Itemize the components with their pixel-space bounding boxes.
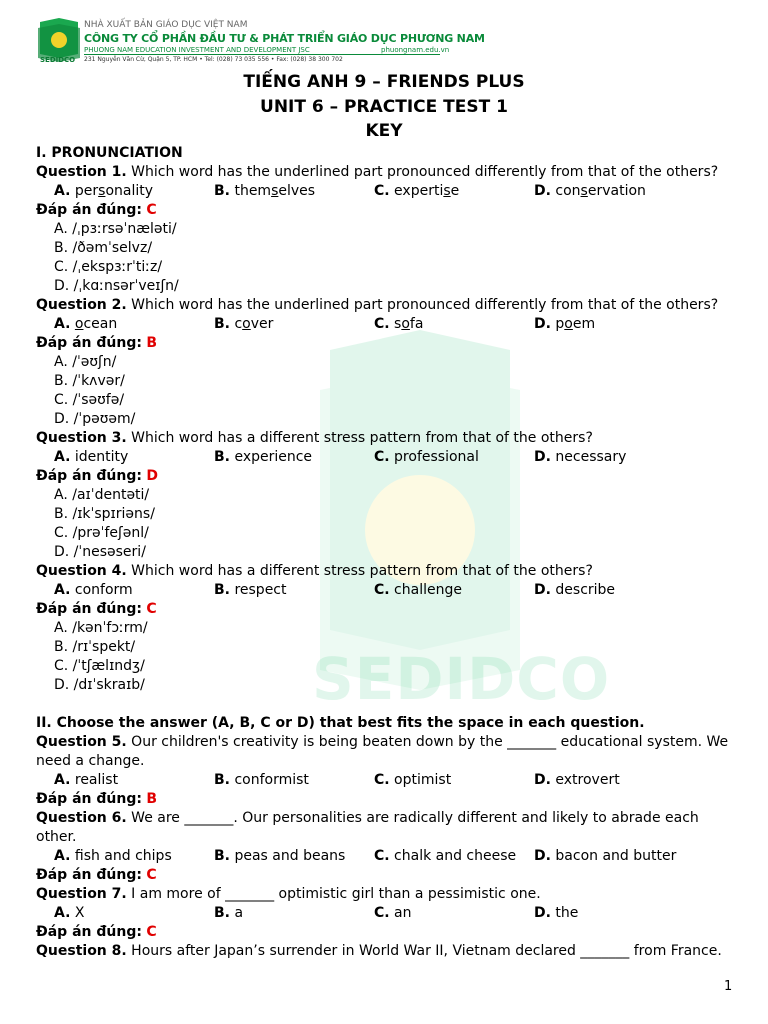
question-5: Question 5. Our children's creativity is being beaten down by the _______ educational system. We [36, 734, 729, 750]
answer-line: Đáp án đúng: C [36, 867, 157, 883]
question-6: Question 6. We are _______. Our personalities are radically different and likely to abrade each [36, 810, 699, 826]
ipa-line: D. /ˈnesəseri/ [54, 544, 146, 560]
answer-line: Đáp án đúng: C [36, 202, 157, 218]
ipa-line: D. /dɪˈskraɪb/ [54, 677, 145, 693]
header-divider [84, 54, 440, 55]
document-title: TIẾNG ANH 9 – FRIENDS PLUS [243, 72, 525, 92]
question-8: Question 8. Hours after Japan’s surrender in World War II, Vietnam declared _______ from France. [36, 943, 722, 959]
option-c: C. sofa [374, 316, 424, 332]
ipa-line: C. /ˈsəʊfə/ [54, 392, 125, 408]
option-d: D. the [534, 905, 579, 921]
section-heading: I. PRONUNCIATION [36, 145, 183, 161]
option-b: B. cover [214, 316, 274, 332]
page-number: 1 [724, 979, 733, 994]
ipa-line: C. /prəˈfeʃənl/ [54, 525, 149, 541]
option-b: B. experience [214, 449, 313, 465]
company-website: phuongnam.edu.vn [381, 46, 450, 54]
option-a: A. personality [54, 183, 154, 199]
option-d: D. conservation [534, 183, 646, 199]
publisher-name: NHÀ XUẤT BẢN GIÁO DỤC VIỆT NAM [84, 20, 248, 30]
option-c: C. chalk and cheese [374, 848, 517, 864]
question-2: Question 2. Which word has the underlined part pronounced differently from that of the others? [36, 297, 719, 313]
option-c: C. optimist [374, 772, 452, 788]
answer-line: Đáp án đúng: D [36, 468, 159, 484]
option-d: D. poem [534, 316, 596, 332]
question-6-cont: other. [36, 829, 77, 845]
option-b: B. respect [214, 582, 287, 598]
question-7: Question 7. I am more of _______ optimistic girl than a pessimistic one. [36, 886, 541, 902]
answer-line: Đáp án đúng: B [36, 335, 158, 351]
ipa-line: B. /ðəmˈselvz/ [54, 240, 153, 256]
question-4: Question 4. Which word has a different stress pattern from that of the others? [36, 563, 593, 579]
option-b: B. conformist [214, 772, 309, 788]
logo-caption: SEDIDCO [40, 56, 76, 64]
option-a: A. identity [54, 449, 129, 465]
ipa-line: D. /ˌkɑːnsərˈveɪʃn/ [54, 278, 179, 294]
option-b: B. themselves [214, 183, 316, 199]
answer-line: Đáp án đúng: C [36, 924, 157, 940]
option-c: C. professional [374, 449, 479, 465]
publisher-header [36, 18, 485, 66]
ipa-line: A. /kənˈfɔːrm/ [54, 620, 148, 636]
answer-line: Đáp án đúng: B [36, 791, 158, 807]
ipa-line: B. /rɪˈspekt/ [54, 639, 136, 655]
option-a: A. realist [54, 772, 119, 788]
company-address: 231 Nguyễn Văn Cừ, Quận 5, TP. HCM • Tel: (028) 73 035 556 • Fax: (028) 38 300 702 [84, 56, 343, 63]
option-d: D. describe [534, 582, 616, 598]
question-1: Question 1. Which word has the underlined part pronounced differently from that of the others? [36, 164, 719, 180]
option-a: A. fish and chips [54, 848, 172, 864]
ipa-line: A. /ˈəʊʃn/ [54, 354, 117, 370]
section-heading: II. Choose the answer (A, B, C or D) that best fits the space in each question. [36, 715, 645, 731]
option-a: A. conform [54, 582, 133, 598]
ipa-line: B. /ˈkʌvər/ [54, 373, 125, 389]
option-a: A. X [54, 905, 85, 921]
question-5-cont: need a change. [36, 753, 145, 769]
option-c: C. expertise [374, 183, 460, 199]
option-d: D. necessary [534, 449, 627, 465]
option-c: C. an [374, 905, 412, 921]
document-key-label: KEY [365, 121, 403, 141]
answer-line: Đáp án đúng: C [36, 601, 157, 617]
company-english-name: PHUONG NAM EDUCATION INVESTMENT AND DEVELOPMENT JSC [84, 46, 310, 54]
watermark-text: SEDIDCO [312, 645, 611, 713]
company-name: CÔNG TY CỔ PHẦN ĐẦU TƯ & PHÁT TRIỂN GIÁO DỤC PHƯƠNG NAM [84, 32, 485, 45]
option-c: C. challenge [374, 582, 462, 598]
ipa-line: B. /ɪkˈspɪriəns/ [54, 506, 155, 522]
ipa-line: D. /ˈpəʊəm/ [54, 411, 136, 427]
option-b: B. a [214, 905, 244, 921]
ipa-line: A. /aɪˈdentəti/ [54, 487, 150, 503]
option-d: D. bacon and butter [534, 848, 677, 864]
option-b: B. peas and beans [214, 848, 346, 864]
option-d: D. extrovert [534, 772, 620, 788]
option-a: A. ocean [54, 316, 118, 332]
ipa-line: C. /ˈtʃælɪndʒ/ [54, 658, 145, 674]
ipa-line: A. /ˌpɜːrsəˈnæləti/ [54, 221, 177, 237]
question-3: Question 3. Which word has a different stress pattern from that of the others? [36, 430, 593, 446]
document-subtitle: UNIT 6 – PRACTICE TEST 1 [260, 97, 508, 117]
ipa-line: C. /ˌekspɜːrˈtiːz/ [54, 259, 163, 275]
